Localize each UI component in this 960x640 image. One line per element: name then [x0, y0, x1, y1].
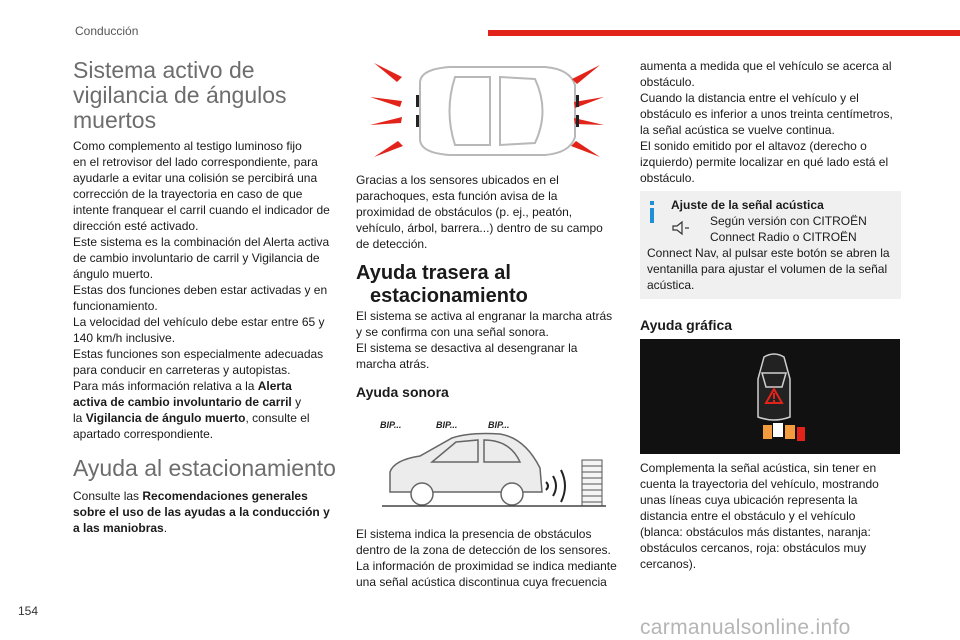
car-outline — [420, 67, 575, 155]
speaker-icon — [671, 219, 691, 242]
info-body-text: Connect Nav, al pulsar este botón se abren la ventanilla para ajustar el volumen de la señal acústica. — [647, 246, 890, 292]
distance-bars — [763, 423, 805, 441]
info-title: Ajuste de la señal acústica — [671, 198, 824, 212]
title-parking-aid: Ayuda al estacionamiento — [73, 455, 336, 481]
brick-wall — [582, 460, 602, 506]
parking-consult-text: Consulte las Recomendaciones generales sobre el uso de las ayudas a la conducción y a las maniobras. — [73, 489, 330, 535]
graphic-aid-screen — [640, 339, 900, 454]
car-side-view — [390, 434, 542, 506]
bip-label-2: BIP... — [436, 420, 458, 430]
sensor-arrows-left — [370, 63, 403, 157]
sound-aid-illustration — [360, 410, 620, 522]
sound-wave-icon — [546, 470, 565, 502]
info-version-text: Según versión con CITROËN Connect Radio o CITROËN — [710, 214, 867, 244]
watermark: carmanualsonline.info — [640, 616, 851, 639]
page-number: 154 — [18, 604, 39, 618]
title-rear-parking: Ayuda trasera al estacionamiento — [356, 262, 528, 307]
sensor-marks — [416, 95, 579, 127]
blind-spot-text: Como complemento al testigo luminoso fijo en el retrovisor del lado correspondiente, para ayudarle a evitar una colisión se percibirá una corrección de la trayectoria en caso de que intente franquear el carril cuando el indicador de dirección esté activado. Este sistema es la combinación del Alerta activa de cambio involuntario de carril y Vigilancia de ángulo muerto. Estas dos funciones deben estar activadas y en funcionamiento. La velocidad del vehículo debe estar entre 65 y 140 km/h inclusive. Estas funciones son especialmente adecuadas para conducir en carreteras y autopistas. Para más información relativa a la Alerta activa de cambio involuntario de carril y la Vigilancia de ángulo muerto, consulte el apartado correspondiente. — [73, 138, 343, 442]
title-sound-aid: Ayuda sonora — [356, 384, 449, 400]
parking-display-graphic — [640, 339, 900, 454]
title-blind-spot: Sistema activo de vigilancia de ángulos muertos — [73, 57, 287, 133]
bip-label-1: BIP... — [380, 420, 402, 430]
graphic-aid-text: Complementa la señal acústica, sin tener en cuenta la trayectoria del vehículo, mostrando unas líneas cuya ubicación representa la distancia entre el obstáculo y el vehículo (blanca: obstáculos más distantes, naranja: obstáculos cercanos, roja: obstáculos muy cercanos). — [640, 461, 879, 571]
header-accent-bar — [488, 30, 960, 36]
reference-line-1: Para más información relativa a la Alerta — [73, 379, 292, 393]
reference-line-3: la Vigilancia de ángulo muerto, consulte el — [73, 411, 310, 425]
bip-label-3: BIP... — [488, 420, 510, 430]
info-box-sound-adjust — [640, 191, 901, 299]
sound-aid-text: El sistema indica la presencia de obstáculos dentro de la zona de detección de los sensores. La información de proximidad se indica mediante una señal acústica discontinua cuya frecuencia — [356, 527, 617, 589]
section-title: Conducción — [75, 24, 139, 38]
title-graphic-aid: Ayuda gráfica — [640, 317, 733, 333]
car-top-view-illustration — [360, 55, 610, 165]
reference-line-2: activa de cambio involuntario de carril y — [73, 395, 302, 409]
sensor-intro-text: Gracias a los sensores ubicados en el parachoques, esta función avisa de la proximidad de obstáculos (p. ej., peatón, vehículo, árbol, barrera...) dentro de su campo de detección. — [356, 173, 603, 251]
rear-parking-text: El sistema se activa al engranar la marcha atrás y se confirma con una señal sonora. El sistema se desactiva al desengranar la marcha atrás. — [356, 309, 613, 371]
info-icon — [649, 201, 653, 221]
sound-detail-text: aumenta a medida que el vehículo se acerca al obstáculo. Cuando la distancia entre el vehículo y el obstáculo es inferior a unos treinta centímetros, la señal acústica se vuelve continua. El sonido emitido por el altavoz (derecho o izquierdo) permite localizar en qué lado está el obstáculo. — [640, 59, 893, 185]
